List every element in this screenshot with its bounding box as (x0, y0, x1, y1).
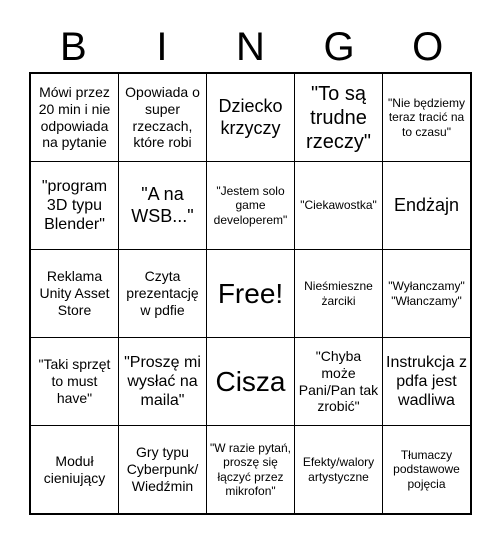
cell-text: Efekty/walory artystyczne (302, 455, 375, 484)
bingo-cell[interactable] (295, 162, 383, 250)
bingo-cell[interactable] (31, 162, 119, 250)
cell-text: Mówi przez 20 min i nie odpowiada na pytanie (38, 83, 111, 151)
bingo-cell[interactable] (31, 338, 119, 426)
cell-text: Moduł cieniujący (43, 452, 106, 486)
cell-text: Dziecko krzyczy (218, 95, 283, 138)
bingo-cell[interactable] (207, 338, 295, 426)
cell-text: Nieśmieszne żarciki (304, 279, 373, 308)
bingo-cell[interactable] (119, 162, 207, 250)
cell-text: Gry typu Cyberpunk/ Wiedźmin (126, 444, 199, 494)
header-letter-o: O (412, 25, 444, 69)
bingo-header (29, 22, 472, 72)
cell-text: Reklama Unity Asset Store (39, 268, 110, 318)
cell-text: "To są trudne rzeczy" (306, 82, 371, 153)
cell-text: Cisza (215, 365, 286, 397)
cell-text: "A na WSB..." (131, 183, 194, 226)
cell-text: "W razie pytań, proszę się łączyć przez mikrofon" (210, 440, 291, 498)
header-letter-i: I (156, 25, 168, 69)
cell-text: Free! (217, 277, 284, 309)
bingo-cell[interactable] (295, 426, 383, 513)
bingo-cell[interactable] (295, 250, 383, 338)
bingo-cell[interactable] (119, 338, 207, 426)
bingo-cell[interactable] (119, 74, 207, 162)
bingo-cell[interactable] (207, 162, 295, 250)
bingo-cell[interactable] (383, 162, 470, 250)
cell-text: "Nie będziemy teraz tracić na to czasu" (388, 95, 465, 139)
cell-text: "program 3D typu Blender" (41, 177, 108, 234)
cell-text: "Ciekawostka" (300, 198, 377, 213)
cell-text: "Proszę mi wysłać na maila" (124, 353, 201, 410)
header-letter-g: G (323, 25, 355, 69)
bingo-cell[interactable] (383, 74, 470, 162)
bingo-cell[interactable] (207, 426, 295, 513)
bingo-grid (29, 72, 472, 515)
bingo-cell[interactable] (295, 338, 383, 426)
bingo-cell[interactable] (31, 74, 119, 162)
bingo-cell[interactable] (383, 250, 470, 338)
bingo-cell-free[interactable] (207, 250, 295, 338)
bingo-cell[interactable] (119, 250, 207, 338)
bingo-cell[interactable] (383, 338, 470, 426)
bingo-cell[interactable] (31, 426, 119, 513)
bingo-cell[interactable] (119, 426, 207, 513)
cell-text: Instrukcja z pdfa jest wadliwa (386, 353, 467, 410)
cell-text: "Jestem solo game developerem" (213, 183, 288, 227)
cell-text: Endżajn (393, 194, 460, 215)
bingo-cell[interactable] (207, 74, 295, 162)
cell-text: "Wyłanczamy" "Włanczamy" (388, 279, 465, 308)
bingo-cell[interactable] (383, 426, 470, 513)
cell-text: Czyta prezentację w pdfie (126, 268, 199, 318)
bingo-cell[interactable] (295, 74, 383, 162)
cell-text: "Chyba może Pani/Pan tak zrobić" (298, 347, 379, 415)
cell-text: "Taki sprzęt to must have" (38, 356, 111, 406)
bingo-cell[interactable] (31, 250, 119, 338)
header-letter-b: B (59, 25, 87, 69)
cell-text: Tłumaczy podstawowe pojęcia (393, 447, 460, 491)
header-letter-n: N (236, 25, 265, 69)
cell-text: Opowiada o super rzeczach, które robi (125, 83, 200, 151)
